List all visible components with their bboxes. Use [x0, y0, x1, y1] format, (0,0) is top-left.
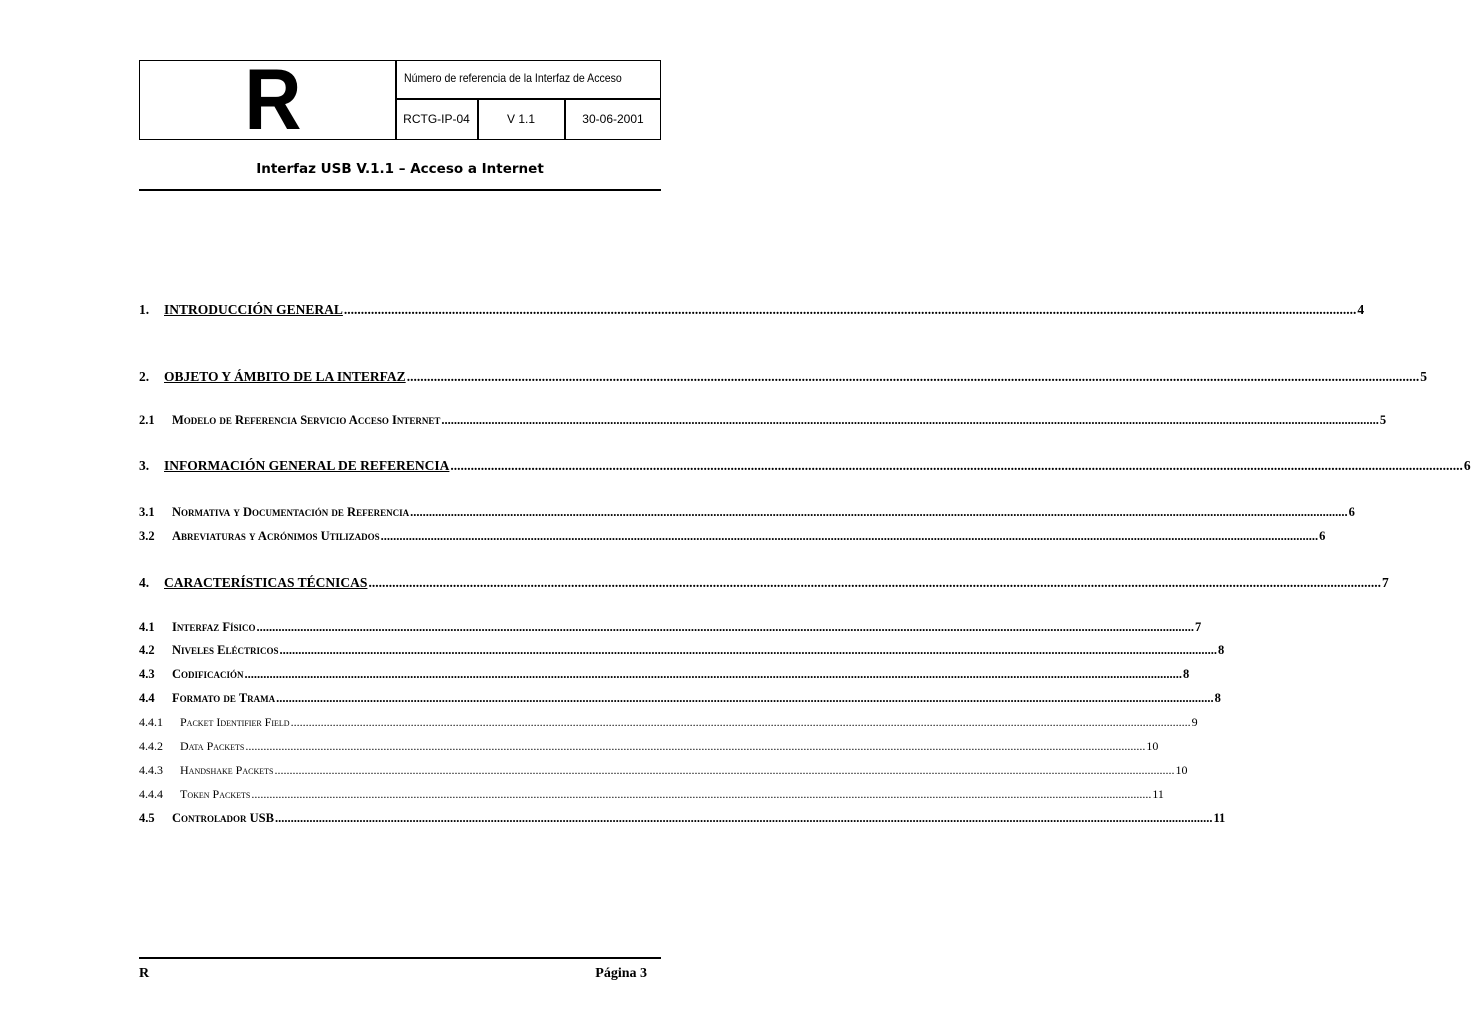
toc-entry[interactable]	[139, 302, 1365, 322]
toc-entry[interactable]	[139, 787, 1164, 807]
toc-entry[interactable]	[139, 715, 1198, 735]
toc-entry[interactable]	[139, 667, 1190, 687]
toc-number: 4.	[139, 575, 150, 590]
document-date: 30-06-2001	[582, 112, 644, 126]
toc-entry[interactable]	[139, 691, 1221, 711]
toc-leader: ............................................................................................................................................................................................................................................................................................................	[274, 811, 1213, 825]
toc-entry[interactable]	[139, 811, 1226, 831]
toc-page: 6	[1348, 505, 1355, 519]
toc-leader: ............................................................................................................................................................................................................................................................................................................	[368, 575, 1381, 590]
reference-code: RCTG-IP-04	[403, 112, 470, 126]
toc-entry[interactable]	[139, 413, 1387, 433]
toc-leader: ............................................................................................................................................................................................................................................................................................................	[343, 302, 1357, 317]
toc-page: 7	[1381, 575, 1389, 590]
toc-page: 11	[1152, 787, 1164, 801]
company-logo: R	[244, 52, 300, 148]
toc-entry[interactable]	[139, 505, 1355, 525]
toc-title: Formato de Trama	[172, 691, 276, 705]
toc-title: INFORMACIÓN GENERAL DE REFERENCIA	[164, 458, 450, 473]
toc-title: Handshake Packets	[180, 763, 274, 777]
toc-entry[interactable]	[139, 575, 1389, 595]
toc-page: 6	[1463, 458, 1471, 473]
toc-entry[interactable]	[139, 620, 1202, 640]
toc-page: 10	[1175, 763, 1188, 777]
toc-leader: ............................................................................................................................................................................................................................................................................................................	[410, 505, 1348, 519]
toc-number: 4.4.3	[139, 763, 163, 777]
toc-title: Normativa y Documentación de Referencia	[172, 505, 410, 519]
toc-number: 4.4.4	[139, 787, 163, 801]
toc-leader: ............................................................................................................................................................................................................................................................................................................	[441, 413, 1379, 427]
toc-leader: ............................................................................................................................................................................................................................................................................................................	[380, 529, 1319, 543]
toc-entry[interactable]	[139, 739, 1159, 759]
title-rule	[139, 189, 661, 191]
toc-entry[interactable]	[139, 458, 1471, 478]
toc-leader: ............................................................................................................................................................................................................................................................................................................	[256, 620, 1194, 634]
toc-title: Niveles Eléctricos	[172, 643, 279, 657]
footer-logo: R	[139, 966, 150, 981]
toc-leader: ............................................................................................................................................................................................................................................................................................................	[276, 691, 1214, 705]
toc-page: 9	[1191, 715, 1198, 729]
document-version: V 1.1	[506, 112, 536, 126]
toc-title: Modelo de Referencia Servicio Acceso Internet	[172, 413, 441, 427]
toc-page: 7	[1194, 620, 1202, 634]
toc-number: 4.2	[139, 643, 155, 657]
toc-leader: ............................................................................................................................................................................................................................................................................................................	[406, 369, 1420, 384]
toc-page: 8	[1183, 667, 1190, 681]
toc-number: 3.	[139, 458, 150, 473]
toc-entry[interactable]	[139, 369, 1427, 389]
toc-number: 4.4.2	[139, 739, 163, 753]
toc-page: 10	[1146, 739, 1159, 753]
toc-title: Interfaz Físico	[172, 620, 256, 634]
toc-page: 6	[1319, 529, 1326, 543]
toc-title: Abreviaturas y Acrónimos Utilizados	[172, 529, 380, 543]
page-number: Página 3	[595, 966, 647, 981]
toc-number: 4.4.1	[139, 715, 163, 729]
toc-title: Packet Identifier Field	[180, 715, 290, 729]
toc-title: Data Packets	[180, 739, 245, 753]
toc-leader: ............................................................................................................................................................................................................................................................................................................	[290, 715, 1191, 729]
toc-title: Codificación	[172, 667, 244, 681]
toc-number: 4.5	[139, 811, 155, 825]
toc-leader: ............................................................................................................................................................................................................................................................................................................	[251, 787, 1152, 801]
toc-number: 3.2	[139, 529, 155, 543]
toc-number: 3.1	[139, 505, 155, 519]
toc-leader: ............................................................................................................................................................................................................................................................................................................	[450, 458, 1463, 473]
toc-entry[interactable]	[139, 643, 1225, 663]
document-title: Interfaz USB V.1.1 – Acceso a Internet	[256, 161, 544, 177]
toc-number: 4.4	[139, 691, 155, 705]
toc-page: 5	[1379, 413, 1387, 427]
reference-label: Número de referencia de la Interfaz de Acceso	[404, 71, 622, 85]
toc-page: 4	[1357, 302, 1365, 317]
toc-title: Controlador USB	[172, 811, 274, 825]
toc-leader: ............................................................................................................................................................................................................................................................................................................	[245, 739, 1146, 753]
toc-number: 4.3	[139, 667, 155, 681]
toc-leader: ............................................................................................................................................................................................................................................................................................................	[279, 643, 1218, 657]
toc-number: 2.1	[139, 413, 155, 427]
toc-page: 5	[1420, 369, 1427, 384]
toc-title: CARACTERÍSTICAS TÉCNICAS	[164, 575, 368, 590]
toc-page: 11	[1213, 811, 1226, 825]
toc-leader: ............................................................................................................................................................................................................................................................................................................	[274, 763, 1175, 777]
toc-number: 2.	[139, 369, 150, 384]
toc-number: 4.1	[139, 620, 155, 634]
toc-page: 8	[1218, 643, 1225, 657]
toc-title: INTRODUCCIÓN GENERAL	[164, 302, 343, 317]
footer-rule	[139, 957, 661, 959]
toc-page: 8	[1214, 691, 1221, 705]
toc-entry[interactable]	[139, 529, 1326, 549]
toc-leader: ............................................................................................................................................................................................................................................................................................................	[244, 667, 1183, 681]
toc-number: 1.	[139, 302, 150, 317]
toc-title: OBJETO Y ÁMBITO DE LA INTERFAZ	[164, 369, 406, 384]
toc-entry[interactable]	[139, 763, 1188, 783]
toc-title: Token Packets	[180, 787, 251, 801]
